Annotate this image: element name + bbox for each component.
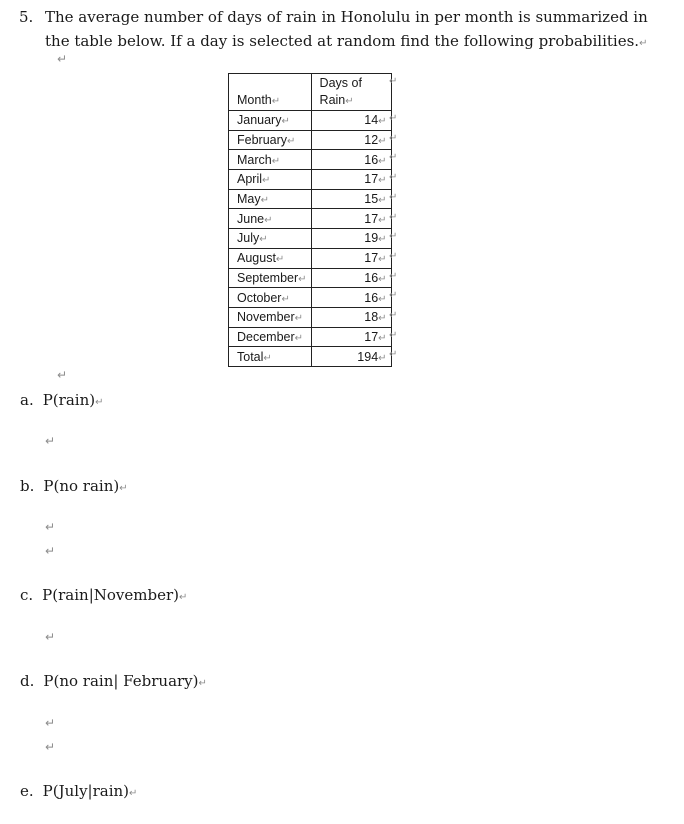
- days-cell: 18↵: [311, 307, 391, 327]
- days-cell: 17↵: [311, 209, 391, 229]
- part-a: a. P(rain)↵: [20, 391, 104, 409]
- table-row: [229, 189, 392, 209]
- row-end-mark-icon: ↵: [389, 191, 398, 203]
- row-end-mark-icon: ↵: [389, 250, 398, 262]
- part-d: d. P(no rain| February)↵: [20, 672, 207, 690]
- month-cell: March↵: [229, 150, 312, 170]
- paragraph-mark-icon: ↵: [45, 544, 56, 558]
- question-text-line2: [45, 29, 647, 56]
- table-row: [229, 111, 392, 131]
- cell-end-mark-icon: ↵: [389, 76, 398, 87]
- month-cell: February↵: [229, 130, 312, 150]
- days-cell: 16↵: [311, 268, 391, 288]
- paragraph-mark-icon: ↵: [57, 368, 68, 382]
- row-end-mark-icon: ↵: [389, 349, 398, 361]
- row-end-mark-icon: ↵: [389, 152, 398, 164]
- table-header-row: [229, 74, 392, 111]
- row-end-mark-icon: ↵: [389, 270, 398, 282]
- row-end-mark-icon: ↵: [389, 310, 398, 321]
- header-days-of-rain: Days of Rain↵: [311, 74, 391, 111]
- header-month: Month↵: [229, 74, 312, 111]
- days-cell: 17↵: [311, 170, 391, 190]
- paragraph-mark-icon: ↵: [45, 630, 56, 644]
- days-cell: 17↵: [311, 327, 391, 347]
- table-row: [229, 248, 392, 268]
- question-text-line2-content: the table below. If a day is selected at random find the following probabilities.: [45, 32, 640, 50]
- paragraph-mark-icon: ↵: [45, 434, 56, 448]
- row-end-mark-icon: ↵: [389, 231, 398, 243]
- month-cell: September↵: [229, 268, 312, 288]
- question-text-line1: The average number of days of rain in Honolulu in per month is summarized in: [45, 8, 648, 26]
- days-cell: 15↵: [311, 189, 391, 209]
- row-end-mark-icon: ↵: [389, 211, 398, 223]
- table-row: [229, 268, 392, 288]
- row-end-mark-icon: ↵: [389, 113, 398, 124]
- row-end-mark-icon: ↵: [389, 290, 398, 302]
- table-row: [229, 327, 392, 347]
- days-cell: 16↵: [311, 288, 391, 308]
- days-cell: 12↵: [311, 130, 391, 150]
- row-end-mark-icon: ↵: [389, 329, 398, 341]
- paragraph-mark-icon: ↵: [45, 740, 56, 754]
- days-cell: 16↵: [311, 150, 391, 170]
- month-cell: May↵: [229, 189, 312, 209]
- month-cell: April↵: [229, 170, 312, 190]
- part-b: b. P(no rain)↵: [20, 477, 128, 495]
- days-cell: 194↵: [311, 347, 391, 367]
- paragraph-mark-icon: ↵: [57, 52, 68, 66]
- table-row: [229, 209, 392, 229]
- days-cell: 19↵: [311, 229, 391, 249]
- part-c: c. P(rain|November)↵: [20, 586, 188, 604]
- table-row: [229, 307, 392, 327]
- month-cell: October↵: [229, 288, 312, 308]
- row-end-mark-icon: ↵: [389, 172, 398, 184]
- rain-table: [228, 73, 392, 367]
- part-e: e. P(July|rain)↵: [20, 782, 138, 800]
- days-cell: 14↵: [311, 111, 391, 131]
- month-cell: December↵: [229, 327, 312, 347]
- table-row: [229, 347, 392, 367]
- table-row: [229, 170, 392, 190]
- table-row: [229, 288, 392, 308]
- table-row: [229, 229, 392, 249]
- paragraph-mark-icon: ↵: [45, 716, 56, 730]
- table-row: [229, 130, 392, 150]
- table-row: [229, 150, 392, 170]
- month-cell: August↵: [229, 248, 312, 268]
- month-cell: January↵: [229, 111, 312, 131]
- row-end-mark-icon: ↵: [389, 132, 398, 144]
- paragraph-mark-icon: ↵: [639, 38, 648, 49]
- month-cell: Total↵: [229, 347, 312, 367]
- month-cell: July↵: [229, 229, 312, 249]
- question-number: 5.: [19, 8, 34, 26]
- days-cell: 17↵: [311, 248, 391, 268]
- paragraph-mark-icon: ↵: [45, 520, 56, 534]
- month-cell: November↵: [229, 307, 312, 327]
- month-cell: June↵: [229, 209, 312, 229]
